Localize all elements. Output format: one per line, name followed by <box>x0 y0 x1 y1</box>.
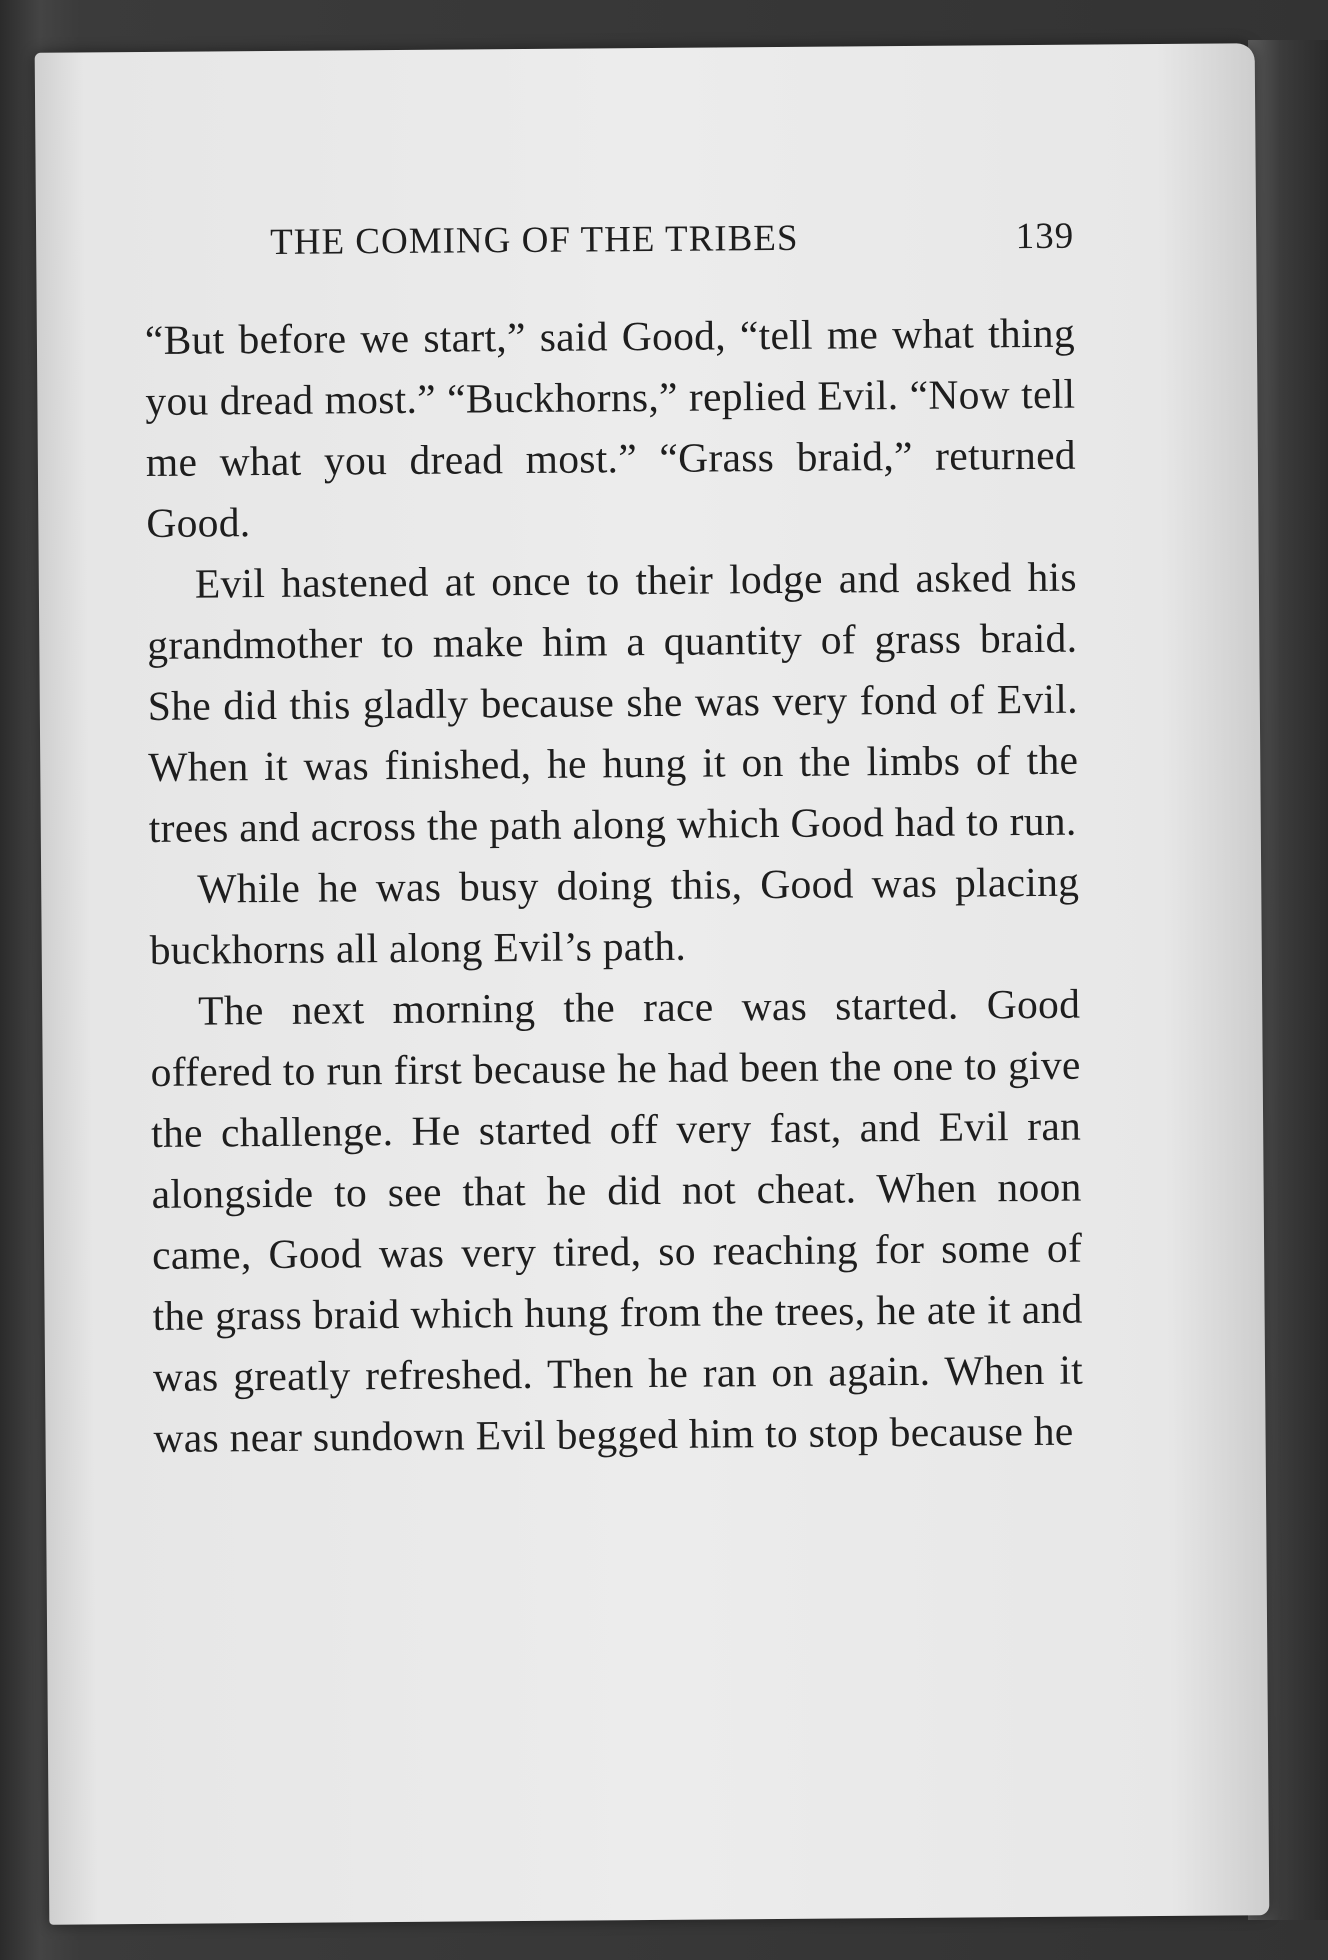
paragraph-2: Evil hastened at once to their lodge and asked his grandmother to make him a quantity of grass braid. She did this gladly because she was very fond of Evil. When it was finished, he hung it on the limbs of the trees and across the path along which Good had to run. <box>147 553 1079 851</box>
running-head <box>144 215 1074 282</box>
page-content <box>144 215 1084 1469</box>
paragraph-1: “But before we start,” said Good, “tell me what thing you dread most.” “Buckhorns,” replied Evil. “Now tell me what you dread most.” “Grass braid,” returned Good. <box>144 309 1077 546</box>
page-sheet <box>35 43 1270 1925</box>
page-number: 139 <box>1015 215 1075 258</box>
paragraph-3: While he was busy doing this, Good was placing buckhorns all along Evil’s path. <box>149 858 1080 973</box>
paragraph-4: The next morning the race was started. Good offered to run first because he had been the one to give the challenge. He started off very fast, and Evil ran alongside to see that he did not cheat. When noon came, Good was very tired, so reaching for some of the grass braid which hung from the trees, he ate it and was greatly refreshed. Then he ran on again. When it was near sundown Evil begged him to stop because he <box>150 980 1084 1461</box>
body-text <box>145 303 1084 1469</box>
running-head-title: THE COMING OF THE TRIBES <box>270 217 799 263</box>
